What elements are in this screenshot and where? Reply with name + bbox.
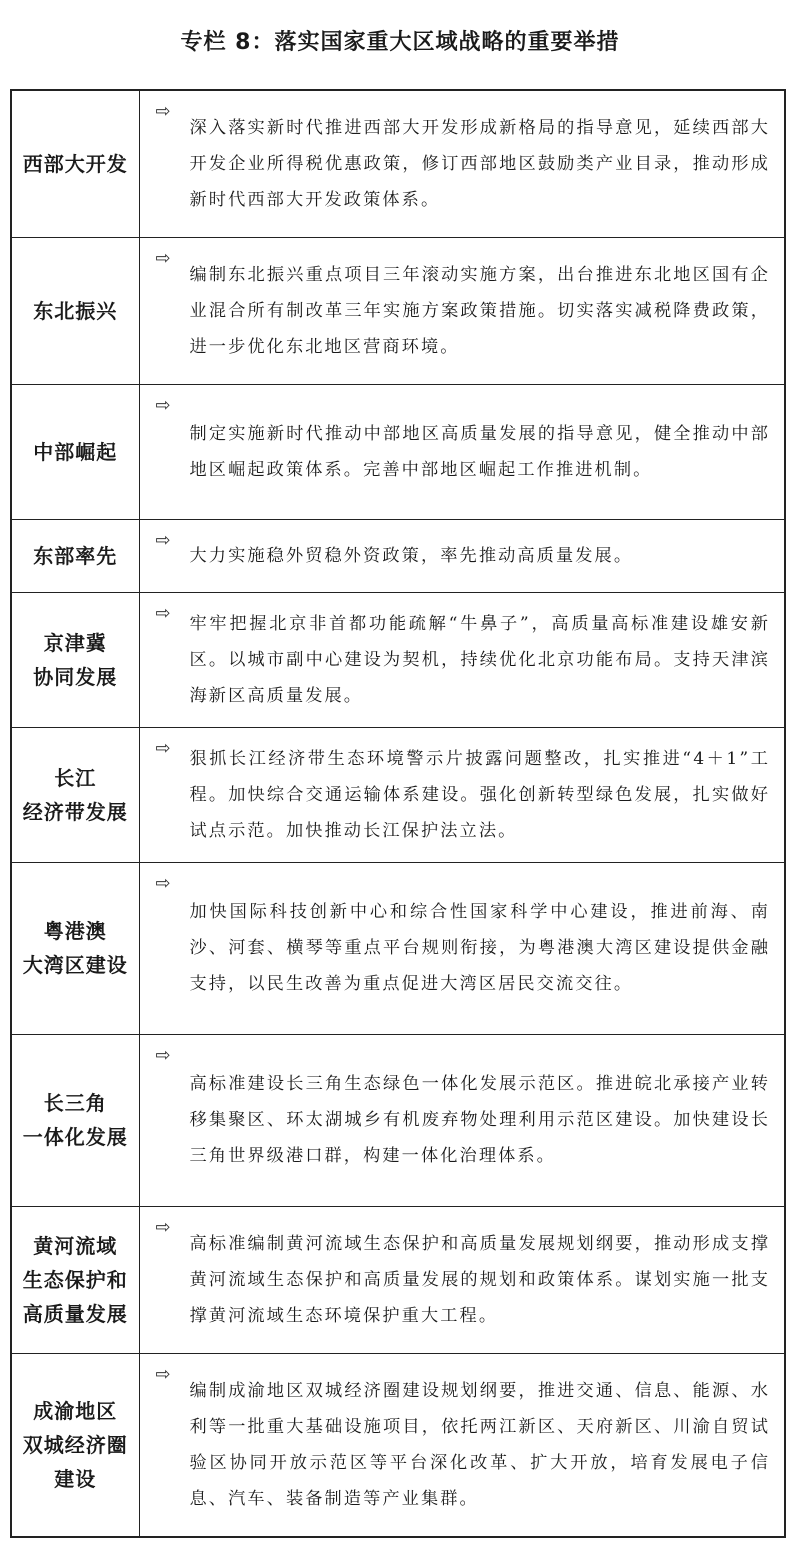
region-label: 粤港澳 bbox=[43, 919, 107, 943]
measure-text: 深入落实新时代推进西部大开发形成新格局的指导意见，延续西部大开发企业所得税优惠政策，修订西部地区鼓励类产业目录，推动形成新时代西部大开发政策体系。 bbox=[189, 117, 770, 210]
hollow-right-arrow-icon: ⇨ bbox=[155, 602, 171, 624]
region-label: 京津冀 bbox=[43, 630, 107, 655]
table-row bbox=[11, 727, 785, 862]
measure-text: 编制成渝地区双城经济圈建设规划纲要，推进交通、信息、能源、水利等一批重大基础设施项目，依托两江新区、天府新区、川渝自贸试验区协同开放示范区等平台深化改革、扩大开放，培育发展电子信息、汽车、装备制造等产业集群。 bbox=[189, 1380, 770, 1509]
hollow-right-arrow-icon: ⇨ bbox=[155, 101, 171, 122]
measure-cell bbox=[139, 862, 785, 1034]
page-title: 专栏 8：落实国家重大区域战略的重要举措 bbox=[180, 30, 620, 55]
region-cell bbox=[11, 862, 139, 1034]
region-label: 一体化发展 bbox=[22, 1125, 128, 1149]
measure-text: 大力实施稳外贸稳外资政策，率先推动高质量发展。 bbox=[189, 545, 634, 566]
table-row bbox=[11, 237, 785, 384]
measure-cell bbox=[139, 237, 785, 384]
table-row bbox=[11, 90, 785, 237]
measure-text: 高标准编制黄河流域生态保护和高质量发展规划纲要，推动形成支撑黄河流域生态保护和高质量发展的规划和政策体系。谋划实施一批支撑黄河流域生态环境保护重大工程。 bbox=[189, 1233, 770, 1326]
measure-text: 高标准建设长三角生态绿色一体化发展示范区。推进皖北承接产业转移集聚区、环太湖城乡有机废弃物处理利用示范区建设。加快建设长三角世界级港口群，构建一体化治理体系。 bbox=[189, 1074, 770, 1166]
region-label: 成渝地区 bbox=[33, 1398, 118, 1423]
hollow-right-arrow-icon: ⇨ bbox=[155, 737, 171, 759]
region-cell bbox=[11, 1353, 139, 1537]
region-label: 西部大开发 bbox=[22, 151, 128, 176]
hollow-right-arrow-icon: ⇨ bbox=[155, 529, 171, 551]
region-cell bbox=[11, 1034, 139, 1206]
measure-cell bbox=[139, 592, 785, 727]
measure-text: 狠抓长江经济带生态环境警示片披露问题整改，扎实推进“4＋1”工程。加快综合交通运输体系建设。强化创新转型绿色发展，扎实做好试点示范。加快推动长江保护法立法。 bbox=[189, 748, 770, 841]
region-label: 协同发展 bbox=[33, 664, 118, 689]
hollow-right-arrow-icon: ⇨ bbox=[155, 1216, 171, 1238]
table-row bbox=[11, 1034, 785, 1206]
measure-cell bbox=[139, 519, 785, 592]
hollow-right-arrow-icon: ⇨ bbox=[155, 247, 171, 269]
region-label: 东北振兴 bbox=[33, 298, 118, 323]
table-row bbox=[11, 519, 785, 592]
region-cell bbox=[11, 727, 139, 862]
measure-cell bbox=[139, 727, 785, 862]
measures-table-body bbox=[11, 90, 785, 1537]
region-label: 东部率先 bbox=[33, 543, 118, 568]
region-cell bbox=[11, 592, 139, 727]
measure-text: 制定实施新时代推动中部地区高质量发展的指导意见，健全推动中部地区崛起政策体系。完善中部地区崛起工作推进机制。 bbox=[189, 423, 770, 480]
table-row bbox=[11, 1353, 785, 1537]
region-label: 中部崛起 bbox=[33, 439, 118, 464]
region-label: 建设 bbox=[54, 1466, 97, 1491]
hollow-right-arrow-icon: ⇨ bbox=[155, 394, 171, 416]
hollow-right-arrow-icon: ⇨ bbox=[155, 872, 171, 894]
measures-table bbox=[10, 89, 786, 1538]
region-cell bbox=[11, 90, 139, 237]
table-row bbox=[11, 1206, 785, 1353]
measure-cell bbox=[139, 384, 785, 519]
region-cell bbox=[11, 384, 139, 519]
region-label: 黄河流域 bbox=[33, 1233, 118, 1258]
measure-text: 加快国际科技创新中心和综合性国家科学中心建设，推进前海、南沙、河套、横琴等重点平台规则衔接，为粤港澳大湾区建设提供金融支持，以民生改善为重点促进大湾区居民交流交往。 bbox=[189, 902, 770, 994]
region-label: 双城经济圈 bbox=[22, 1432, 128, 1457]
measure-text: 牢牢把握北京非首都功能疏解“牛鼻子”，高质量高标准建设雄安新区。以城市副中心建设为契机，持续优化北京功能布局。支持天津滨海新区高质量发展。 bbox=[189, 613, 770, 706]
measure-cell bbox=[139, 1206, 785, 1353]
region-label: 高质量发展 bbox=[22, 1301, 128, 1326]
hollow-right-arrow-icon: ⇨ bbox=[155, 1363, 171, 1385]
hollow-right-arrow-icon: ⇨ bbox=[155, 1044, 171, 1066]
region-label: 大湾区建设 bbox=[22, 953, 128, 977]
table-row bbox=[11, 862, 785, 1034]
region-cell bbox=[11, 1206, 139, 1353]
region-label: 经济带发展 bbox=[22, 799, 128, 824]
region-label: 长江 bbox=[54, 765, 97, 790]
region-label: 长三角 bbox=[43, 1091, 107, 1115]
table-row bbox=[11, 592, 785, 727]
table-row bbox=[11, 384, 785, 519]
region-label: 生态保护和 bbox=[22, 1267, 128, 1292]
measure-cell bbox=[139, 1034, 785, 1206]
measure-cell bbox=[139, 1353, 785, 1537]
region-cell bbox=[11, 519, 139, 592]
region-cell bbox=[11, 237, 139, 384]
measure-cell bbox=[139, 90, 785, 237]
measure-text: 编制东北振兴重点项目三年滚动实施方案，出台推进东北地区国有企业混合所有制改革三年实施方案政策措施。切实落实减税降费政策，进一步优化东北地区营商环境。 bbox=[189, 264, 770, 357]
